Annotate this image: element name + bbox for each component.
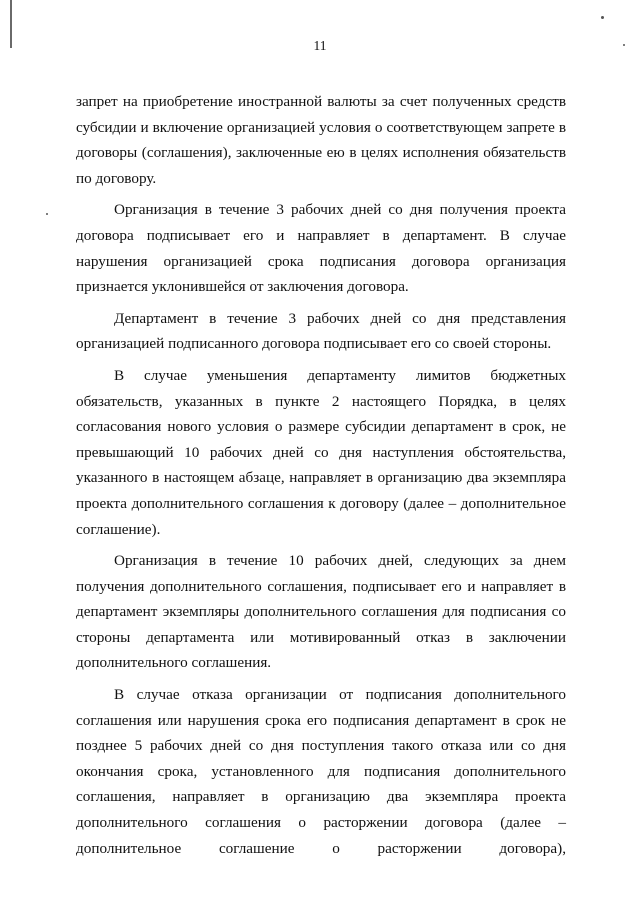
scan-speck <box>46 213 48 215</box>
paragraph: Департамент в течение 3 рабочих дней со дня представления организацией подписанного договора подписывает его со своей стороны. <box>76 309 566 353</box>
scan-speck <box>601 16 604 19</box>
document-body <box>76 89 566 861</box>
paragraph: Организация в течение 10 рабочих дней, следующих за днем получения дополнительного соглашения, подписывает его и направляет в департамент экземпляры дополнительного соглашения для подписания со стороны департамента или мотивированный отказ в заключении дополнительного соглашения. <box>76 552 566 672</box>
page-number: 11 <box>313 38 327 53</box>
paragraph: Организация в течение 3 рабочих дней со дня получения проекта договора подписывает его и направляет в департамент. В случае нарушения организацией срока подписания договора организация признается уклонившейся от заключения договора. <box>76 201 566 296</box>
paragraph: В случае уменьшения департаменту лимитов бюджетных обязательств, указанных в пункте 2 настоящего Порядка, в целях согласования нового условия о размере субсидии департамент в срок, не превышающий 10 рабочих дней со дня наступления обстоятельства, указанного в настоящем абзаце, направляет в организацию два экземпляра проекта дополнительного соглашения к договору (далее – дополнительное соглашение). <box>76 366 566 538</box>
paragraph: В случае отказа организации от подписания дополнительного соглашения или нарушения срока его подписания департамент в срок не позднее 5 рабочих дней со дня поступления такого отказа или со дня окончания срока, установленного для подписания дополнительного соглашения, направляет в организацию два экземпляра проекта дополнительного соглашения о расторжении договора (далее – дополнительное соглашение о расторжении договора), <box>76 686 566 857</box>
paragraph: запрет на приобретение иностранной валюты за счет полученных средств субсидии и включение организацией условия о соответствующем запрете в договоры (соглашения), заключенные ею в целях исполнения обязательств по договору. <box>76 93 566 187</box>
